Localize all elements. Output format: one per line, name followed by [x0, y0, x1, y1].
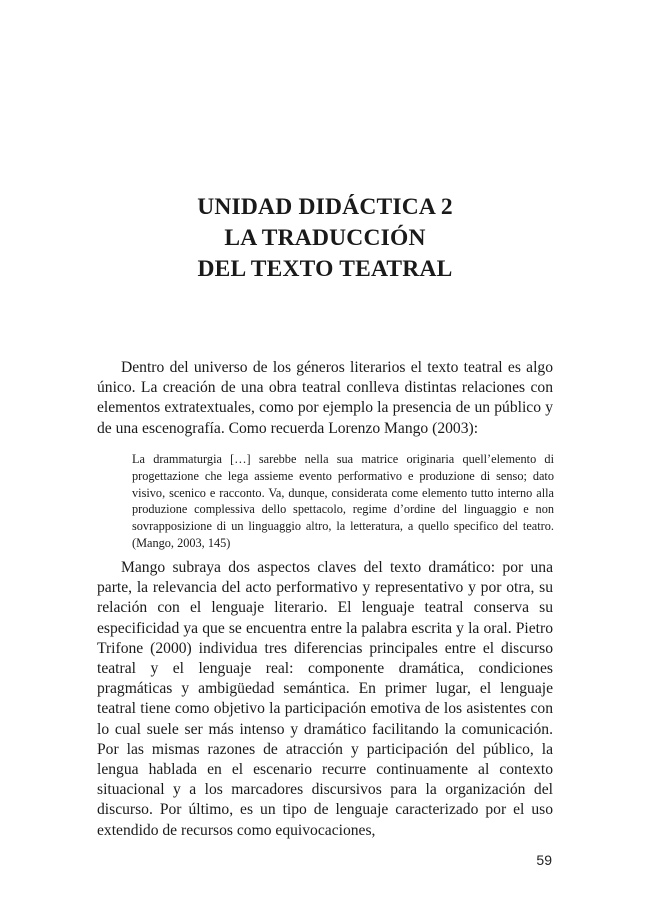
chapter-title-line-1: UNIDAD DIDÁCTICA 2 — [197, 194, 453, 220]
chapter-title-line-2: LA TRADUCCIÓN — [224, 225, 426, 251]
chapter-title-line-3: DEL TEXTO TEATRAL — [197, 256, 453, 282]
block-quote: La drammaturgia […] sarebbe nella sua matrice originaria quell’elemento di progettazione che lega assieme evento performativo e produzione di senso; dato visivo, scenico e racconto. Va, dunque, considerata come elemento tutto interno alla produzione complessiva dello spettacolo, regime d’ordine del linguaggio e non sovrapposizione di un linguaggio altro, la letteratura, a quello specifico del teatro. (Mango, 2003, 145) — [132, 452, 554, 550]
chapter-title — [0, 192, 650, 285]
body-paragraph-2: Mango subraya dos aspectos claves del texto dramático: por una parte, la relevancia del acto performativo y representativo y por otra, su relación con el lenguaje literario. El lenguaje teatral conserva su especificidad ya que se encuentra entre la palabra escrita y la oral. Pietro Trifone (2000) individua tres diferencias principales entre el discurso teatral y el lenguaje real: componente dramática, condiciones pragmáticas y ambigüedad semántica. En primer lugar, el lenguaje teatral tiene como objetivo la participación emotiva de los asistentes con lo cual suele ser más intenso y dramático facilitando la comunicación. Por las mismas razones de atracción y participación del público, la lengua hablada en el escenario recurre continuamente al contexto situacional y a los marcadores discursivos para la organización del discurso. Por último, es un tipo de lenguaje caracterizado por el uso extendido de recursos como equivocaciones, — [97, 559, 553, 839]
body-paragraph-1: Dentro del universo de los géneros literarios el texto teatral es algo único. La creación de una obra teatral conlleva distintas relaciones con elementos extratextuales, como por ejemplo la presencia de un público y de una escenografía. Como recuerda Lorenzo Mango (2003): — [97, 359, 553, 437]
page-number: 59 — [536, 852, 552, 868]
